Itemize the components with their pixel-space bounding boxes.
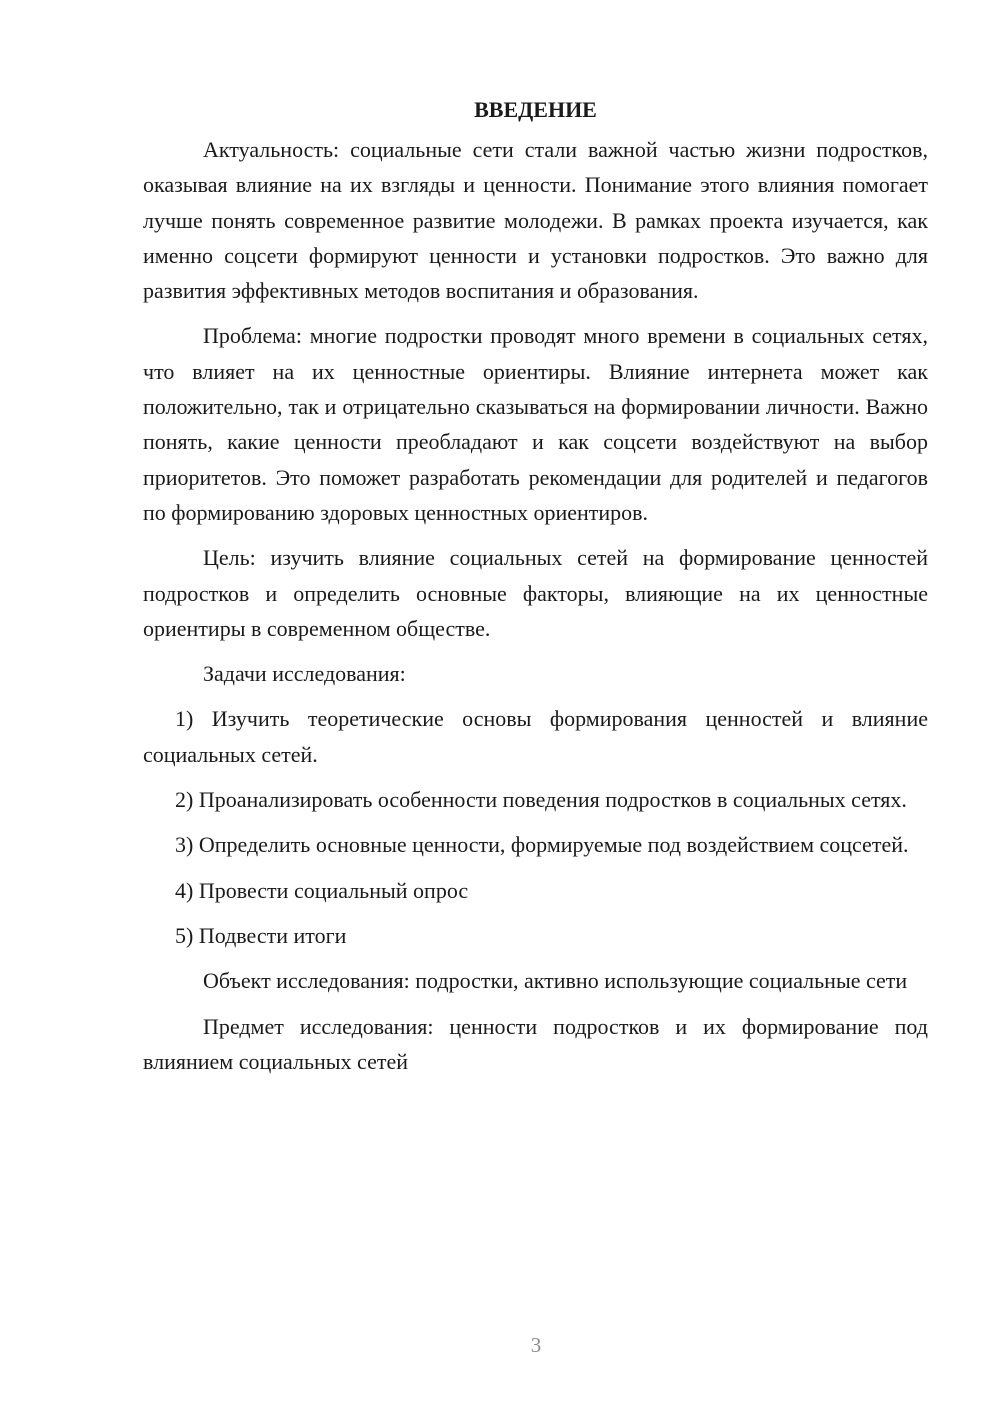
task-item: 2) Проанализировать особенности поведения подростков в социальных сетях. [175,787,907,813]
page-number: 3 [530,1333,542,1357]
page-title: ВВЕДЕНИЕ [474,97,597,122]
tasks-heading: Задачи исследования: [203,661,406,687]
task-item: 3) Определить основные ценности, формируемые под воздействием соцсетей. [175,832,909,858]
task-item: 4) Провести социальный опрос [175,877,469,903]
object-paragraph: Объект исследования: подростки, активно использующие социальные сети [203,968,908,994]
goal-paragraph: Цель: изучить влияние социальных сетей на формирование ценностей подростков и определить основные факторы, влияющие на их ценностные ориентиры в современном обществе. [143,545,928,641]
task-item: 1) Изучить теоретические основы формирования ценностей и влияние социальных сетей. [143,706,928,767]
task-item: 5) Подвести итоги [175,922,347,948]
relevance-paragraph: Актуальность: социальные сети стали важной частью жизни подростков, оказывая влияние на их взгляды и ценности. Понимание этого влияния помогает лучше понять современное развитие молодежи. В рамках проекта изучается, как именно соцсети формируют ценности и установки подростков. Это важно для развития эффективных методов воспитания и образования. [143,137,928,304]
subject-paragraph: Предмет исследования: ценности подростков и их формирование под влиянием социальных сетей [143,1013,928,1074]
problem-paragraph: Проблема: многие подростки проводят много времени в социальных сетях, что влияет на их ценностные ориентиры. Влияние интернета может как положительно, так и отрицательно сказываться на формировании личности. Важно понять, какие ценности преобладают и как соцсети воздействуют на выбор приоритетов. Это поможет разработать рекомендации для родителей и педагогов по формированию здоровых ценностных ориентиров. [143,323,928,525]
document-body [143,92,928,1089]
